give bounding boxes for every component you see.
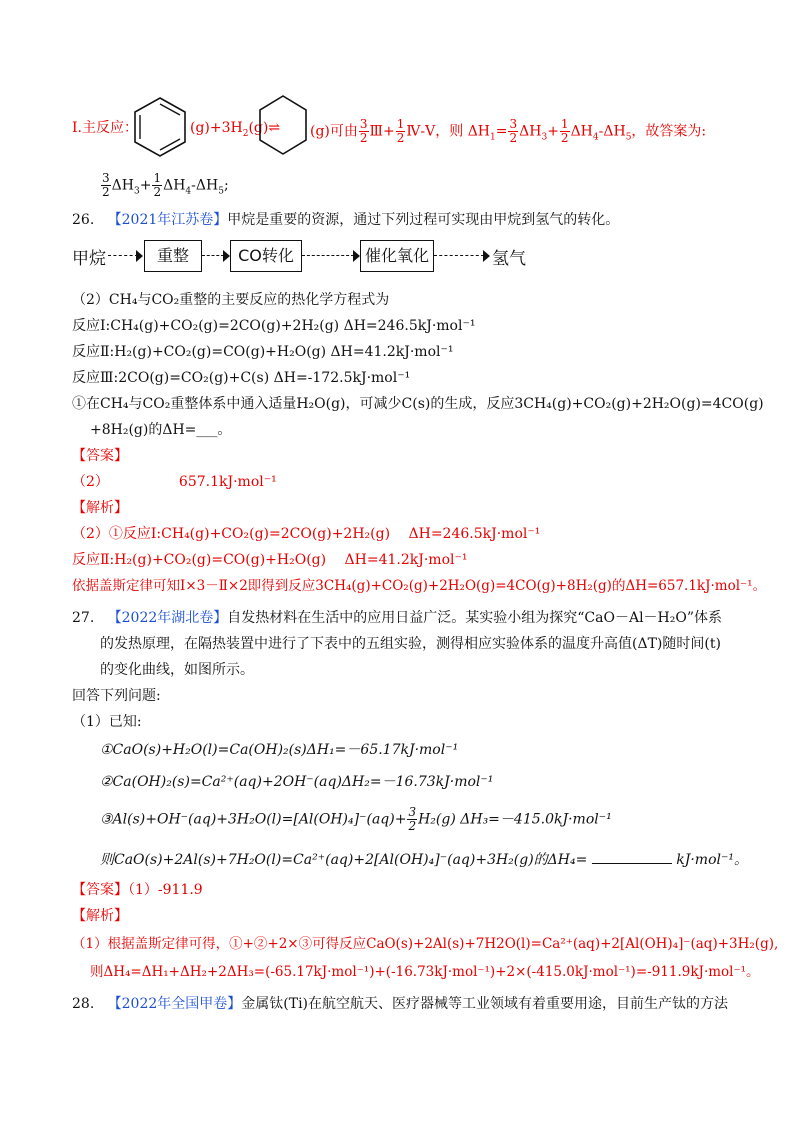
explanation-26-line3: 依据盖斯定律可知Ⅰ×3－Ⅱ×2即得到反应3CH₄(g)+CO₂(g)+2H₂O(g)=4CO(g)+8H₂(g)的ΔH=657.1kJ·mol⁻¹。 <box>72 578 767 594</box>
q26-question-line2: +8H₂(g)的ΔH=___。 <box>90 422 232 438</box>
explanation-27-line2: 则ΔH₄=ΔH₁+ΔH₂+2ΔH₃=(-65.17kJ·mol⁻¹)+(-16.73kJ·mol⁻¹)+2×(-415.0kJ·mol⁻¹)=-911.9kJ·mol⁻¹。 <box>90 964 760 980</box>
equals: = <box>495 123 508 140</box>
question-27-line4: 回答下列问题: <box>72 688 161 704</box>
frac-1-2c: $\frac{1}{2}$ <box>153 171 162 199</box>
dh4: ΔH <box>570 123 593 140</box>
reaction-2-label: 反应Ⅱ: <box>72 344 115 360</box>
reaction-text-4: Ⅲ+ <box>369 123 395 140</box>
explanation-label-26: 【解析】 <box>72 500 128 516</box>
question-text: 自发热材料在生活中的应用日益广泛。某实验小组为探究“CaO－Al－H₂O”体系 <box>227 610 723 626</box>
main-reaction-prefix: Ⅰ.主反应： <box>72 120 138 136</box>
equation-4 <box>100 850 748 870</box>
main-reaction-mid: $(g)+3H_2(g)\rightleftharpoons$ <box>190 120 281 139</box>
frac-3-2d: $\frac{3}{2}$ <box>408 805 417 833</box>
question-27-line5: （1）已知: <box>72 714 142 730</box>
reaction-1-eq: CH₄(g)+CO₂(g)=2CO(g)+2H₂(g) ΔH=246.5kJ·mol⁻¹ <box>110 318 476 334</box>
reaction-2-eq: H₂(g)+CO₂(g)=CO(g)+H₂O(g) ΔH=41.2kJ·mol⁻¹ <box>114 344 454 360</box>
dh5: -ΔH <box>598 123 626 140</box>
main-reaction-line <box>72 118 138 138</box>
reaction-text-1: (g)+3H <box>190 120 243 136</box>
flow-box-reforming: 重整 <box>144 240 202 272</box>
answer-label-26: 【答案】 <box>72 448 128 464</box>
explanation-27-line1: （1）根据盖斯定律可得，①+②+2×③可得反应CaO(s)+2Al(s)+7H2O(l)=Ca²⁺(aq)+2[Al(OH)₄]⁻(aq)+3H₂(g), <box>72 936 779 952</box>
question-27-line3: 的变化曲线，如图所示。 <box>100 662 254 678</box>
answer-label-27: 【答案】 <box>72 882 128 898</box>
reaction-text-5: Ⅳ-Ⅴ，则 <box>406 123 464 140</box>
main-reaction-tail: (g)可由 $\frac{3}{2}$ Ⅲ+ $\frac{1}{2}$ Ⅳ-Ⅴ，则 $\Delta H_1=$ $\frac{3}{2}$ $\Delta H_3+$ $\frac{1}{2}$ $\Delta H_4-\Delta H_5$，故答案为: <box>310 117 707 145</box>
frac-1-2b: $\frac{1}{2}$ <box>560 117 569 145</box>
dh3: ΔH <box>519 123 542 140</box>
flow-end: 氢气 <box>492 249 526 269</box>
flow-start: 甲烷 <box>72 249 106 269</box>
equation-2: ②Ca(OH)₂(s)=Ca²⁺(aq)+2OH⁻(aq)ΔH₂=－16.73kJ·mol⁻¹ <box>100 774 494 790</box>
question-source: 【2021年江苏卷】 <box>107 212 228 228</box>
benzene-structure <box>132 96 188 158</box>
frac-3-2c: $\frac{3}{2}$ <box>102 171 110 199</box>
reaction-3 <box>72 368 410 388</box>
flow-arrowhead-3 <box>353 250 360 262</box>
reaction-3-eq: 2CO(g)=CO₂(g)+C(s) ΔH=-172.5kJ·mol⁻¹ <box>118 370 411 386</box>
equation-4-text: 则CaO(s)+2Al(s)+7H₂O(l)=Ca²⁺(aq)+2[Al(OH)₄]⁻(aq)+3H₂(g)的ΔH₄= <box>100 852 588 868</box>
reaction-1 <box>72 316 475 336</box>
flow-arrow-3 <box>302 255 354 256</box>
answer-26-num: （2） <box>72 474 109 490</box>
equation-1: ①CaO(s)+H₂O(l)=Ca(OH)₂(s)ΔH₁=－65.17kJ·mol⁻¹ <box>100 742 459 758</box>
question-26 <box>72 210 619 230</box>
answer-formula-line: $\frac{3}{2}$ $\Delta H_3+$ $\frac{1}{2}$ $\Delta H_4-\Delta H_5$; <box>102 171 229 199</box>
flow-arrowhead-4 <box>483 250 490 262</box>
question-27-line2: 的发热原理，在隔热装置中进行了下表中的五组实验，测得相应实验体系的温度升高值(ΔT)随时间(t) <box>100 636 721 652</box>
explanation-label-27: 【解析】 <box>72 908 128 924</box>
reaction-text-2: (g)⇌ <box>248 120 281 136</box>
equation-4-unit: kJ·mol⁻¹。 <box>676 852 748 868</box>
question-text: 金属钛(Ti)在航空航天、医疗器械等工业领域有着重要用途，目前生产钛的方法 <box>241 996 729 1012</box>
question-28 <box>72 994 728 1014</box>
frac-3-2b: $\frac{3}{2}$ <box>509 117 518 145</box>
flow-arrow-4 <box>434 255 484 256</box>
question-number: 26. <box>72 212 95 228</box>
question-number: 28. <box>72 996 95 1012</box>
question-source: 【2022年全国甲卷】 <box>107 996 242 1012</box>
question-number: 27. <box>72 610 95 626</box>
explanation-26-line2: 反应Ⅱ:H₂(g)+CO₂(g)=CO(g)+H₂O(g) ΔH=41.2kJ·mol⁻¹ <box>72 552 468 568</box>
equation-3-part2: H₂(g) ΔH₃=－415.0kJ·mol⁻¹ <box>418 811 612 828</box>
question-source: 【2022年湖北卷】 <box>107 610 228 626</box>
flow-diagram <box>72 240 632 278</box>
frac-3-2: $\frac{3}{2}$ <box>359 117 368 145</box>
equation-3-part1: ③Al(s)+OH⁻(aq)+3H₂O(l)=[Al(OH)₄]⁻(aq)+ <box>100 811 407 828</box>
frac-1-2: $\frac{1}{2}$ <box>396 117 405 145</box>
flow-box-co-conversion: CO转化 <box>230 240 302 272</box>
reaction-1-label: 反应Ⅰ: <box>72 318 111 334</box>
flow-arrowhead-2 <box>223 250 230 262</box>
q26-subquestion: （2）CH₄与CO₂重整的主要反应的热化学方程式为 <box>72 292 390 308</box>
flow-arrow-2 <box>202 255 224 256</box>
reaction-text-3: (g)可由 <box>310 123 358 140</box>
question-text: 甲烷是重要的资源，通过下列过程可实现由甲烷到氢气的转化。 <box>227 212 620 228</box>
reaction-3-label: 反应Ⅲ: <box>72 370 119 386</box>
equation-3 <box>100 806 612 833</box>
flow-arrow-1 <box>108 255 138 256</box>
answer-26 <box>72 472 277 492</box>
answer-27 <box>72 880 203 900</box>
answer-26-value: 657.1kJ·mol⁻¹ <box>178 474 277 490</box>
question-27 <box>72 608 722 628</box>
reaction-2 <box>72 342 453 362</box>
dh1-label: ΔH <box>467 123 491 140</box>
explanation-26-line1: （2）①反应Ⅰ:CH₄(g)+CO₂(g)=2CO(g)+2H₂(g) ΔH=246.5kJ·mol⁻¹ <box>72 526 541 542</box>
answer-intro: ，故答案为: <box>631 123 707 140</box>
answer-27-value: （1）-911.9 <box>128 882 203 898</box>
q26-question-line1: ①在CH₄与CO₂重整体系中通入适量H₂O(g)，可减少C(s)的生成，反应3CH₄(g)+CO₂(g)+2H₂O(g)=4CO(g) <box>72 396 764 412</box>
flow-box-catalytic-oxidation: 催化氧化 <box>360 240 434 272</box>
answer-blank[interactable] <box>592 851 672 864</box>
flow-arrowhead-1 <box>136 250 143 262</box>
cyclohexane-structure <box>258 94 308 156</box>
